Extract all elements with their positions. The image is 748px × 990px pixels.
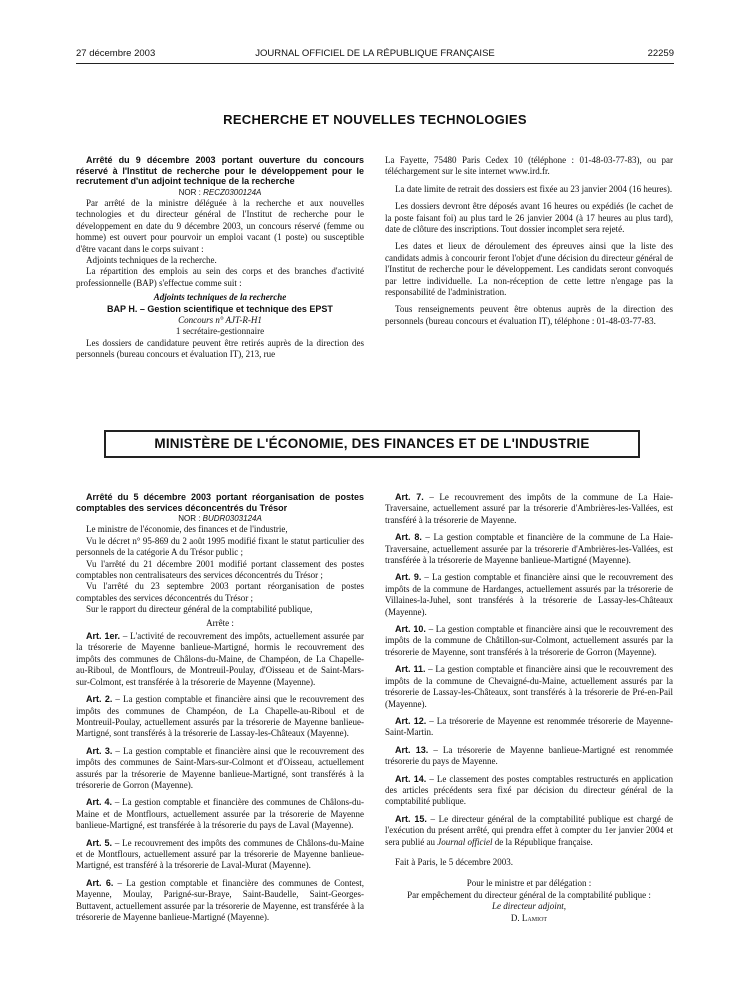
article-text: – La gestion comptable et financière ainsi que le recouvrement des impôts de la commune de Châtillon-sur-Colmont, actuellement assurés par la trésorerie de Mayenne, sont transférés à la trésorerie de Gorron (Mayenne).	[385, 624, 674, 657]
article-2	[76, 694, 364, 740]
paragraph: Les dates et lieux de déroulement des épreuves ainsi que la liste des candidats admis à concourir feront l'objet d'une décision du directeur général de l'Institut de recherche pour le développement. Les candidats seront convoqués par lettre individuelle. La non-réception de cette lettre n'engage pas la responsabilité de l'administration.	[385, 241, 673, 298]
paragraph: La date limite de retrait des dossiers est fixée au 23 janvier 2004 (16 heures).	[395, 183, 673, 194]
header-journal-title: JOURNAL OFFICIEL DE LA RÉPUBLIQUE FRANÇAISE	[255, 48, 495, 59]
paragraph: Tous renseignements peuvent être obtenus auprès de la direction des personnels (bureau concours et évaluation IT), téléphone : 01-48-03-77-83.	[385, 304, 673, 326]
article-label: Art. 6.	[86, 877, 114, 888]
section-heading-ministere: MINISTÈRE DE L'ÉCONOMIE, DES FINANCES ET DE L'INDUSTRIE	[104, 430, 640, 458]
article-12	[385, 716, 673, 739]
article-text: de la République française.	[492, 836, 593, 847]
paragraph: La Fayette, 75480 Paris Cedex 10 (téléphone : 01-48-03-77-83), ou par téléchargement sur le site internet www.ird.fr.	[385, 155, 673, 177]
article-6	[76, 878, 364, 924]
article-text: – La gestion comptable et financière ainsi que le recouvrement des impôts des communes de Champéon, de La Chapelle-au-Riboul et de Montreuil-Poulay, actuellement assurés par la trésorerie de Mayenne banlieue-Martigné, sont transférés à la trésorerie de Lassay-les-Châteaux (Mayenne).	[76, 694, 364, 739]
signatory-name: D. Lamiot	[510, 912, 548, 923]
article-13	[385, 745, 673, 768]
article-text: – L'activité de recouvrement des impôts, actuellement assurée par la trésorerie de Mayenne banlieue-Martigné, hormis le recouvrement des impôts des communes de Châlons-du-Maine, de Champéon, de La Chapelle-au-Riboul, de Montflours, de Montreuil-Poulay, d'Oisseau et de Saint-Mars-sur-Colmont, est transférée à la trésorerie de Mayenne (Mayenne).	[76, 631, 364, 687]
article-label: Art. 12.	[395, 715, 427, 726]
article-label: Art. 10.	[395, 624, 426, 635]
article-text: – La gestion comptable et financière ainsi que le recouvrement des impôts des communes de Saint-Mars-sur-Colmont et d'Oisseau, actuellement assurés par la trésorerie de Mayenne banlieue-Martigné, sont transférés à la trésorerie de Gorron (Mayenne).	[76, 745, 364, 790]
section1-right-column	[385, 155, 673, 327]
signature-line: Par empêchement du directeur général de la comptabilité publique :	[407, 889, 651, 900]
paragraph: La répartition des emplois au sein des corps et des branches d'activité professionnelle (BAP) s'effectue comme suit :	[76, 266, 364, 288]
signature-block	[385, 878, 673, 924]
paragraph: Sur le rapport du directeur général de la comptabilité publique,	[86, 604, 313, 615]
corps-heading: Adjoints techniques de la recherche	[153, 292, 287, 303]
nor-code: BUDR0303124A	[202, 514, 262, 523]
article-15	[385, 814, 673, 848]
journal-name: Journal officiel	[437, 836, 493, 847]
signature-role: Le directeur adjoint,	[492, 901, 566, 912]
article-label: Art. 1er.	[86, 631, 121, 642]
article-11	[385, 664, 673, 710]
paragraph: Les dossiers devront être déposés avant 16 heures ou expédiés (le cachet de la poste faisant foi) au plus tard le 26 janvier 2004 (à 17 heures au plus tard), date de clôture des inscriptions. Tout dossier incomplet sera rejeté.	[385, 201, 673, 235]
paragraph: Vu l'arrêté du 21 décembre 2001 modifié portant classement des postes comptables non centralisateurs des services déconcentrés du Trésor ;	[76, 558, 364, 581]
paragraph: Par arrêté de la ministre déléguée à la recherche et aux nouvelles technologies et du directeur général de l'Institut de recherche pour le développement en date du 9 décembre 2003, un concours réservé (femme ou homme) est ouvert pour pourvoir un emploi vacant (1 poste) ou susceptible d'être vacant dans le corps suivant :	[76, 197, 364, 254]
bap-heading: BAP H. – Gestion scientifique et technique des EPST	[107, 303, 333, 314]
article-text: – La gestion comptable et financière ainsi que le recouvrement des impôts de la commune de Chevaigné-du-Maine, actuellement assurés par la trésorerie de Lassay-les-Châteaux, sont transférés à la trésorerie de Pré-en-Pail (Mayenne).	[385, 664, 674, 709]
nor-label: NOR :	[178, 187, 201, 197]
post-count: 1 secrétaire-gestionnaire	[175, 326, 265, 337]
nor-label: NOR :	[178, 514, 201, 523]
header-rule	[76, 63, 674, 64]
article-text: – La gestion comptable et financière des communes de Contest, Mayenne, Moulay, Parigné-sur-Braye, Saint-Baudelle, Saint-Georges-Buttavent, actuellement assurée par la trésorerie de Mayenne, est transférée à la trésorerie de Mayenne banlieue-Martigné (Mayenne).	[76, 877, 364, 922]
article-label: Art. 3.	[86, 745, 113, 756]
nor-reference	[76, 513, 364, 524]
paragraph: Adjoints techniques de la recherche.	[86, 254, 217, 265]
article-5	[76, 838, 364, 872]
fait-a-paris: Fait à Paris, le 5 décembre 2003.	[395, 856, 513, 867]
article-label: Art. 7.	[395, 492, 424, 502]
article-7	[385, 492, 673, 526]
section1-left-column	[76, 155, 364, 361]
paragraph: Les dossiers de candidature peuvent être retirés auprès de la direction des personnels (bureau concours et évaluation IT), 213, rue	[76, 337, 364, 360]
paragraph: Le ministre de l'économie, des finances et de l'industrie,	[86, 524, 288, 535]
article-text: – Le directeur général de la comptabilité publique est chargé de l'exécution du présent arrêté, qui prendra effet à compter du 1er janvier 2004 et sera publié au	[385, 813, 673, 847]
article-label: Art. 15.	[395, 813, 427, 824]
article-label: Art. 9.	[395, 572, 422, 583]
article-text: – La gestion comptable et financière des communes de Châlons-du-Maine et de Montflours, actuellement assurée par la trésorerie de Mayenne banlieue-Martigné, est transférée à la trésorerie du pays de Laval (Mayenne).	[76, 797, 364, 831]
article-text: – Le recouvrement des impôts de la commune de La Haie-Traversaine, actuellement assuré par la trésorerie d'Ambrières-les-Vallées, est transféré à la trésorerie de Mayenne.	[385, 492, 674, 525]
arrete-title: Arrêté du 5 décembre 2003 portant réorganisation de postes comptables des services déconcentrés du Trésor	[76, 492, 364, 513]
article-label: Art. 4.	[86, 797, 113, 808]
article-text: – La gestion comptable et financière de la commune de La Haie-Traversaine, actuellement assurée par la trésorerie d'Ambrières-les-Vallées, est transférée à la trésorerie de Mayenne banlieue-Martigné (Mayenne).	[385, 532, 673, 566]
article-text: – Le classement des postes comptables restructurés en application des articles précédents sera fixé par décision du directeur général de la comptabilité publique.	[385, 773, 673, 807]
article-text: – La trésorerie de Mayenne est renommée trésorerie de Mayenne-Saint-Martin.	[385, 715, 673, 738]
header-date: 27 décembre 2003	[76, 48, 156, 59]
nor-code: RECZ0300124A	[203, 187, 262, 197]
paragraph: Vu le décret n° 95-869 du 2 août 1995 modifié fixant le statut particulier des personnels de la catégorie A du Trésor public ;	[76, 535, 364, 558]
article-label: Art. 5.	[86, 837, 113, 848]
article-8	[385, 532, 673, 566]
article-label: Art. 11.	[395, 664, 426, 675]
article-3	[76, 746, 364, 792]
header-page-number: 22259	[647, 48, 674, 59]
arrete-word: Arrête :	[206, 617, 234, 628]
article-text: – La trésorerie de Mayenne banlieue-Martigné est renommée trésorerie du pays de Mayenne.	[385, 744, 674, 767]
article-label: Art. 2.	[86, 694, 113, 705]
article-9	[385, 572, 673, 618]
running-header	[76, 48, 674, 62]
article-text: – Le recouvrement des impôts des communes de Châlons-du-Maine et de Montflours, actuellement assuré par la trésorerie de Mayenne banlieue-Martigné, est transféré à la trésorerie de Laval-Murat (Mayenne).	[76, 837, 364, 871]
article-14	[385, 774, 673, 808]
article-label: Art. 14.	[395, 773, 427, 784]
arrete-title: Arrêté du 9 décembre 2003 portant ouverture du concours réservé à l'Institut de recherche pour le développement pour le recrutement d'un adjoint technique de la recherche	[76, 155, 364, 186]
article-1	[76, 631, 364, 688]
article-text: – La gestion comptable et financière ainsi que le recouvrement des impôts de la commune de Hardanges, actuellement assurés par la trésorerie de Villaines-la-Juhel, sont transférés à la trésorerie de Lassay-les-Châteaux (Mayenne).	[385, 572, 673, 617]
section2-right-column	[385, 492, 673, 924]
concours-number: Concours n° AJT-R-H1	[178, 314, 262, 325]
nor-reference	[76, 187, 364, 198]
article-label: Art. 8.	[395, 532, 422, 543]
paragraph: Vu l'arrêté du 23 septembre 2003 portant réorganisation de postes comptables des services déconcentrés du Trésor ;	[76, 581, 364, 603]
article-10	[385, 624, 673, 658]
section2-left-column	[76, 492, 364, 923]
section-heading-recherche: RECHERCHE ET NOUVELLES TECHNOLOGIES	[223, 112, 527, 127]
article-4	[76, 797, 364, 831]
article-label: Art. 13.	[395, 744, 429, 755]
signature-line: Pour le ministre et par délégation :	[466, 878, 592, 889]
